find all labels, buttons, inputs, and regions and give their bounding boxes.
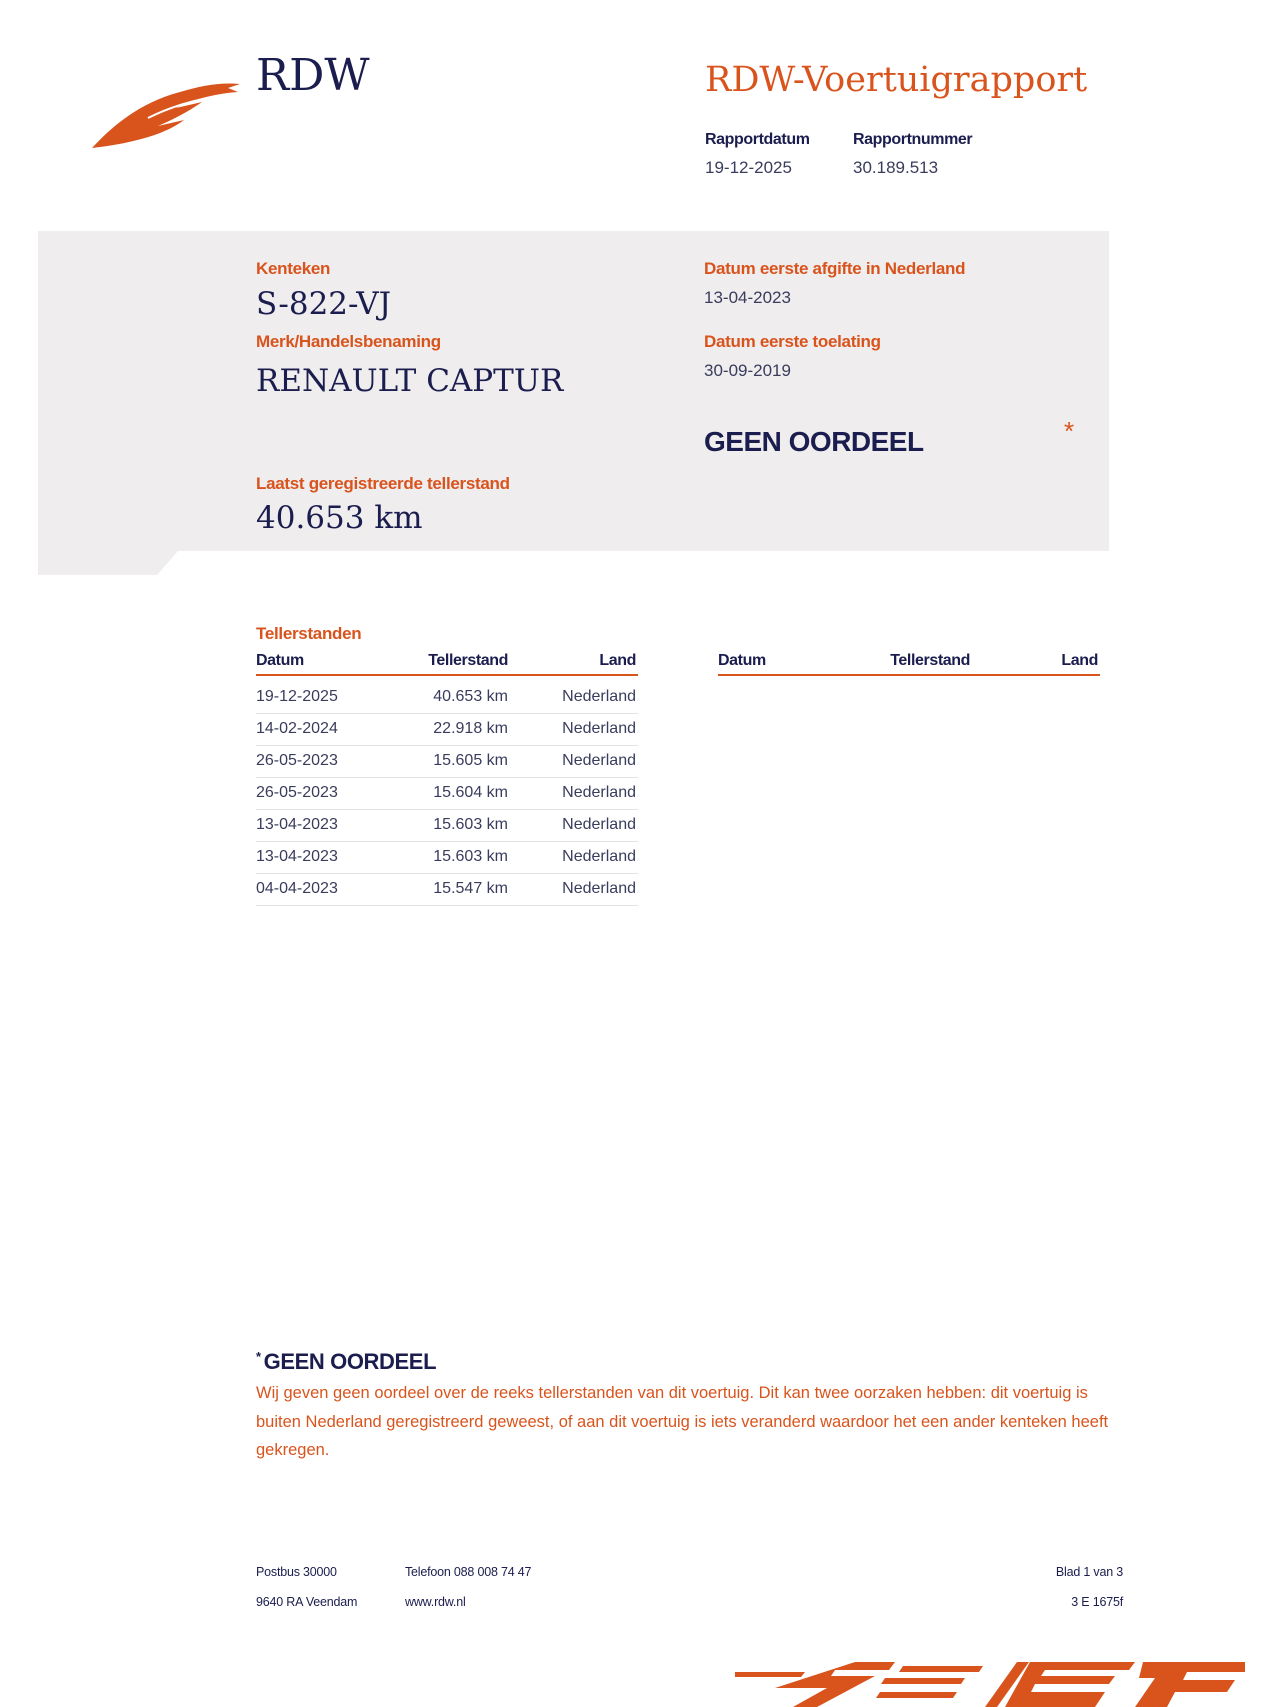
row-reading: 15.603 km [433,848,508,865]
first-admission-label: Datum eerste toelating [704,332,881,351]
table-row [256,809,638,842]
rdw-stripes-graphic-icon [735,1658,1245,1707]
first-admission-value: 30-09-2019 [704,361,791,380]
rdw-bird-logo-icon [92,78,240,154]
panel-tab-shape [38,551,178,575]
first-nl-label: Datum eerste afgifte in Nederland [704,259,966,278]
report-number-label: Rapportnummer [853,131,973,148]
table-row [256,713,638,746]
org-name: RDW [256,50,370,101]
odometer-table-title: Tellerstanden [256,624,362,643]
row-date: 26-05-2023 [256,752,338,769]
odometer-value: 40.653 km [256,500,423,536]
footnote-title-text: GEEN OORDEEL [263,1349,437,1374]
report-title: RDW-Voertuigrapport [705,60,1088,100]
row-country: Nederland [562,848,636,865]
row-date: 26-05-2023 [256,784,338,801]
col-date-header: Datum [256,652,304,669]
footnote-marker: * [256,1349,261,1364]
footer-website: www.rdw.nl [405,1595,466,1609]
plate-value: S-822-VJ [256,286,392,322]
row-date: 04-04-2023 [256,880,338,897]
row-reading: 15.603 km [433,816,508,833]
verdict-status: GEEN OORDEEL [704,426,924,457]
vehicle-summary-panel [38,231,1109,551]
table-header-left [256,652,638,676]
row-country: Nederland [562,784,636,801]
footer-address: 9640 RA Veendam [256,1595,358,1609]
footer-code: 3 E 1675f [1071,1595,1123,1609]
footer-phone: Telefoon 088 008 74 47 [405,1565,532,1579]
table-row [256,777,638,810]
footer-postbus: Postbus 30000 [256,1565,337,1579]
col-reading-header: Tellerstand [890,652,970,669]
col-reading-header: Tellerstand [428,652,508,669]
row-reading: 15.604 km [433,784,508,801]
table-row [256,745,638,778]
table-row [256,681,638,714]
plate-label: Kenteken [256,259,331,278]
table-row [256,841,638,874]
footnote-title [256,1349,436,1375]
row-reading: 15.547 km [433,880,508,897]
row-reading: 22.918 km [433,720,508,737]
row-date: 19-12-2025 [256,688,338,705]
report-date: 19-12-2025 [705,158,792,177]
make-value: RENAULT CAPTUR [256,363,564,399]
row-country: Nederland [562,816,636,833]
table-row [256,873,638,906]
odometer-label: Laatst geregistreerde tellerstand [256,474,510,493]
row-country: Nederland [562,688,636,705]
report-number: 30.189.513 [853,158,939,177]
row-country: Nederland [562,880,636,897]
row-country: Nederland [562,720,636,737]
col-country-header: Land [1061,652,1098,669]
col-country-header: Land [599,652,636,669]
row-date: 13-04-2023 [256,816,338,833]
first-nl-value: 13-04-2023 [704,288,791,307]
report-date-label: Rapportdatum [705,131,810,148]
table-header-right [718,652,1100,676]
col-date-header: Datum [718,652,766,669]
footer-page: Blad 1 van 3 [1055,1565,1123,1579]
footnote-text: Wij geven geen oordeel over de reeks tellerstanden van dit voertuig. Dit kan twee oorzaken hebben: dit voertuig is buiten Nederland geregistreerd geweest, of aan dit voertuig is iets veranderd waardoor het een ander kenteken heeft gekregen. [256,1384,1109,1459]
make-label: Merk/Handelsbenaming [256,332,441,351]
row-date: 13-04-2023 [256,848,338,865]
row-reading: 15.605 km [433,752,508,769]
verdict-marker: * [1064,416,1075,446]
row-country: Nederland [562,752,636,769]
row-reading: 40.653 km [433,688,508,705]
row-date: 14-02-2024 [256,720,338,737]
